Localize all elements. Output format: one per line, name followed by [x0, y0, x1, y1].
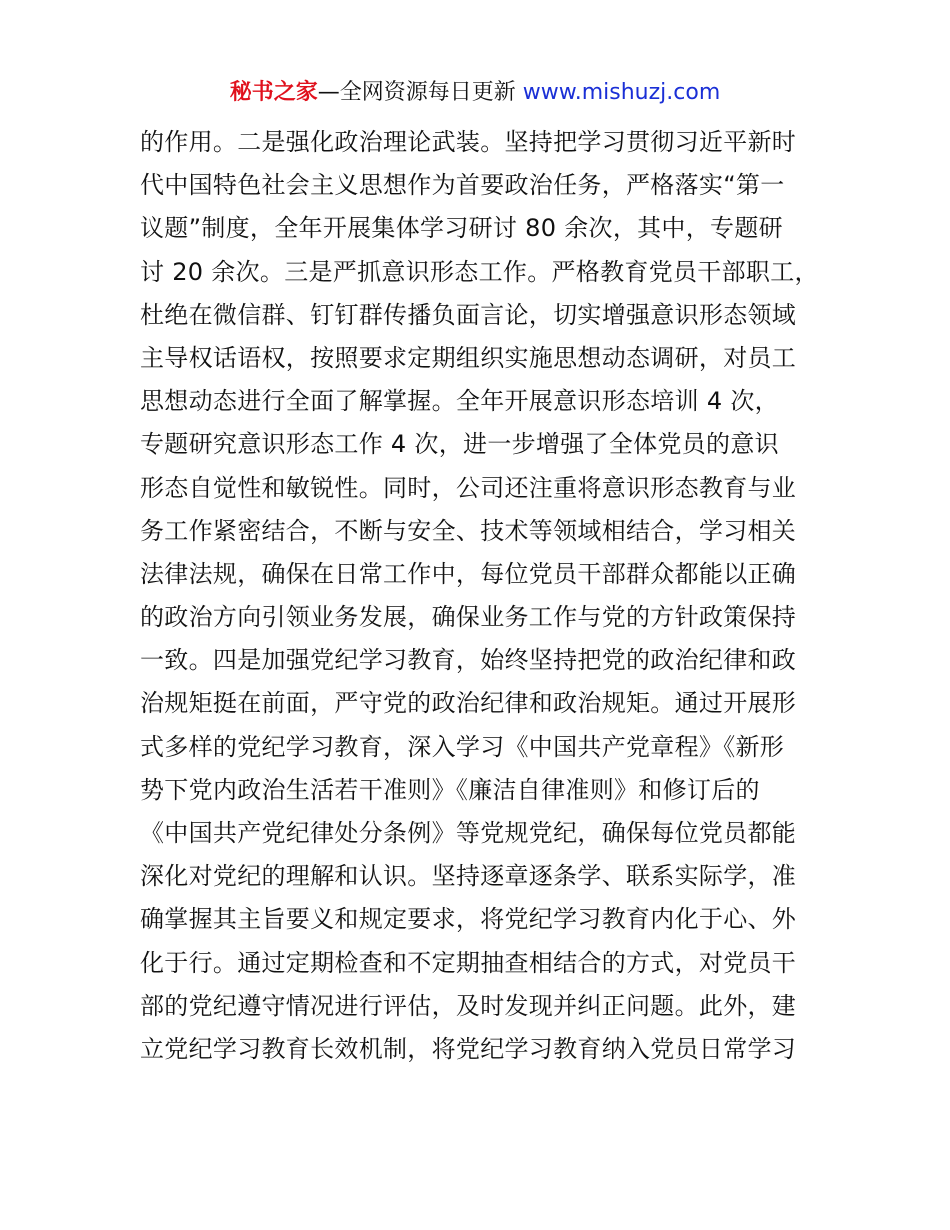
text-line: 式多样的党纪学习教育，深入学习《中国共产党章程》《新形: [140, 732, 785, 761]
text-line: 治规矩挺在前面，严守党的政治纪律和政治规矩。通过开展形: [140, 689, 797, 718]
text-line: 立党纪学习教育长效机制，将党纪学习教育纳入党员日常学习: [140, 1034, 797, 1063]
text-line: 确掌握其主旨要义和规定要求，将党纪学习教育内化于心、外: [140, 905, 797, 934]
text-line: 主导权话语权，按照要求定期组织实施思想动态调研，对员工: [140, 343, 797, 372]
text-line: 法律法规，确保在日常工作中，每位党员干部群众都能以正确: [140, 559, 797, 588]
text-line: 一致。四是加强党纪学习教育，始终坚持把党的政治纪律和政: [140, 646, 797, 675]
text-line: 形态自觉性和敏锐性。同时，公司还注重将意识形态教育与业: [140, 473, 797, 502]
text-line: 专题研究意识形态工作 4 次，进一步增强了全体党员的意识: [140, 430, 779, 459]
site-url-link[interactable]: www.mishuzj.com: [522, 80, 721, 105]
text-line: 《中国共产党纪律处分条例》等党规党纪，确保每位党员都能: [140, 819, 797, 847]
text-line: 杜绝在微信群、钉钉群传播负面言论，切实增强意识形态领域: [140, 300, 797, 329]
site-brand: 秘书之家: [229, 80, 318, 105]
text-line: 势下党内政治生活若干准则》《廉洁自律准则》和修订后的: [140, 775, 760, 804]
text-line: 代中国特色社会主义思想作为首要政治任务，严格落实“第一: [140, 171, 785, 200]
text-line: 议题”制度，全年开展集体学习研讨 80 余次，其中，专题研: [140, 214, 783, 243]
text-line: 化于行。通过定期检查和不定期抽查相结合的方式，对党员干: [140, 948, 797, 977]
text-line: 思想动态进行全面了解掌握。全年开展意识形态培训 4 次，: [140, 387, 779, 416]
text-line: 部的党纪遵守情况进行评估，及时发现并纠正问题。此外，建: [140, 991, 797, 1020]
site-header: [0, 78, 950, 108]
text-line: 讨 20 余次。三是严抓意识形态工作。严格教育党员干部职工，: [140, 257, 819, 286]
text-line: 务工作紧密结合，不断与安全、技术等领域相结合，学习相关: [140, 516, 797, 545]
text-line: 深化对党纪的理解和认识。坚持逐章逐条学、联系实际学，准: [140, 862, 797, 891]
text-line: 的作用。二是强化政治理论武装。坚持把学习贯彻习近平新时: [140, 128, 797, 156]
text-line: 的政治方向引领业务发展，确保业务工作与党的方针政策保持: [140, 603, 797, 632]
site-tagline: —全网资源每日更新: [317, 80, 523, 105]
document-body: [140, 121, 830, 1071]
